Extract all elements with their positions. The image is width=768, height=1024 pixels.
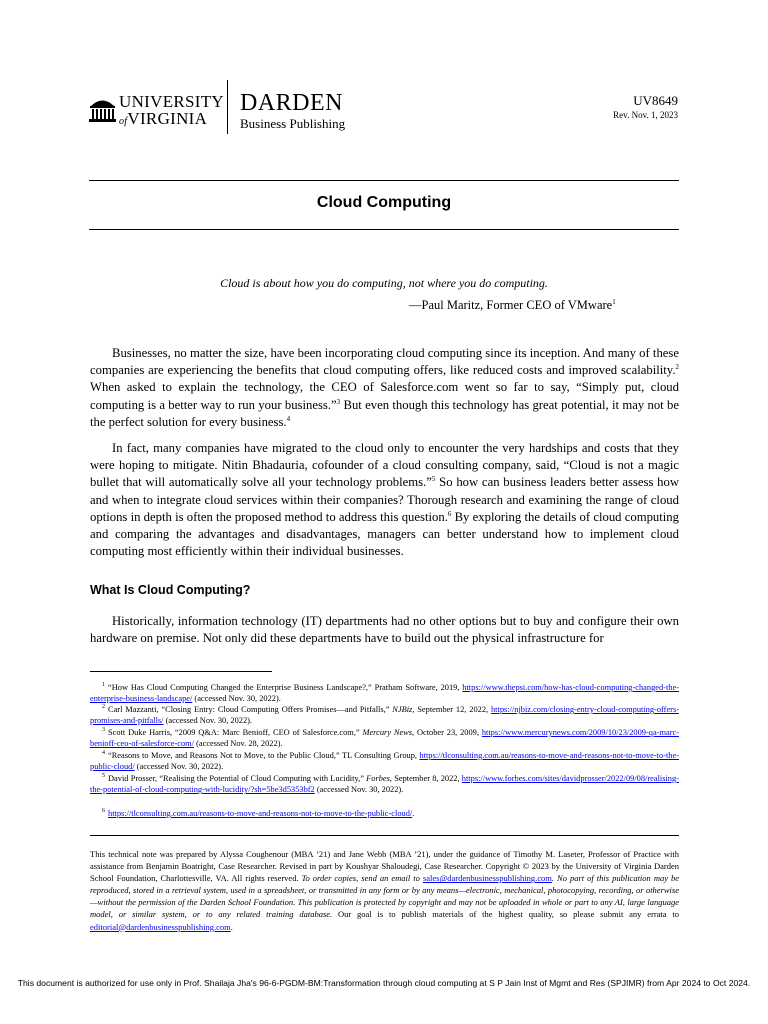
uva-line1: UNIVERSITY (119, 92, 224, 111)
darden-logo: DARDEN (240, 90, 343, 116)
header-divider (227, 80, 228, 134)
uva-wordmark (119, 93, 224, 130)
paragraph-3: Historically, information technology (IT) departments had no other options but to buy and configure their own hardware on premise. Not only did these departments have to build out the physical infrastructure for (90, 614, 679, 646)
footnote-link[interactable]: https://njbiz.com/closing-entry-cloud-computing-offers-promises-and-pitfalls/ (90, 704, 679, 726)
epigraph-quote: Cloud is about how you do computing, not where you do computing. (220, 276, 548, 290)
uva-logo (89, 92, 224, 128)
footnote-4: $^4$ “Reasons to Move, and Reasons Not to Move, to the Public Cloud,” TL Consulting Group, https://tlconsulting.com.au/reasons-to-move-and-reasons-not-to-move-to-the-public-cloud/ (accessed Nov. 30, 2022). (90, 750, 679, 772)
uva-of: of (119, 116, 128, 127)
footnote-link[interactable]: https://tlconsulting.com.au/reasons-to-move-and-reasons-not-to-move-to-the-public-cloud/ (90, 750, 679, 772)
footnote-rule (90, 671, 272, 672)
revision-date: Rev. Nov. 1, 2023 (613, 110, 678, 120)
footnote-5: $^5$ David Prosser, “Realising the Potential of Cloud Computing with Lucidity,” Forbes, September 8, 2022, https://www.forbes.com/sites/davidprosser/2022/09/08/realising-the-potential-of-cloud-computing-with-lucidity/?sh=5be3d5353bf2 (accessed Nov. 30, 2022). (90, 773, 679, 795)
footnote-3: $^3$ Scott Duke Harris, “2009 Q&A: Marc Benioff, CEO of Salesforce.com,” Mercury News, October 23, 2009, https://www.mercurynews.com/2009/10/23/2009-qa-marc-benioff-ceo-of-salesforce-com/ (accessed Nov. 28, 2022). (90, 727, 679, 749)
footnote-link[interactable]: https://www.forbes.com/sites/davidprosser/2022/09/08/realising-the-potential-of-cloud-computing-with-lucidity/?sh=5be3d5353bf2 (90, 773, 679, 795)
editorial-email-link[interactable]: editorial@dardenbusinesspublishing.com (90, 921, 231, 932)
business-publishing-label: Business Publishing (240, 116, 346, 131)
title-rule-bottom (89, 229, 679, 230)
page-title: Cloud Computing (316, 194, 452, 211)
sales-email-link[interactable]: sales@dardenbusinesspublishing.com (422, 873, 552, 884)
technical-note-rule (90, 835, 679, 836)
footnote-ref[interactable]: 3 (336, 397, 341, 406)
paragraph-2: In fact, many companies have migrated to the cloud only to encounter the very hardships and costs that they were hoping to mitigate. Nitin Bhadauria, cofounder of a cloud consulting company, said, “Cloud is not a magic bullet that will automatically solve all your technology problems.”$^5$ So how can business leaders better assess how and when to integrate cloud services within their companies? Thorough research and examining the range of cloud options in depth is often the proposed method to address this question.$^6$ By exploring the details of cloud computing and comparing the advantages and disadvantages, managers can better understand how to implement cloud computing most efficiently within their individual businesses. (90, 441, 680, 559)
paragraph-1: Businesses, no matter the size, have been incorporating cloud computing since its inception. And many of these companies are experiencing the benefits that cloud computing offers, like reduced costs and improved scalability.$^2$ When asked to explain the technology, the CEO of Salesforce.com went so far to say, “Simply put, cloud computing is a better way to run your business.”$^3$ But even though this technology has great potential, it may not be the perfect solution for every business.$^4$ (90, 346, 679, 429)
uva-line2: VIRGINIA (127, 109, 208, 128)
title-rule-top (89, 180, 679, 181)
footnote-ref[interactable]: 5 (431, 475, 436, 484)
section-heading: What Is Cloud Computing? (90, 583, 251, 597)
footnote-2: $^2$ Carl Mazzanti, “Closing Entry: Cloud Computing Offers Promises—and Pitfalls,” NJBiz, September 12, 2022, https://njbiz.com/closing-entry-cloud-computing-offers-promises-and-pitfalls/ (accessed Nov. 30, 2022). (90, 704, 679, 726)
footnote-ref[interactable]: 4 (286, 414, 291, 423)
epigraph-attribution: —Paul Maritz, Former CEO of VMware$^1$ (409, 297, 616, 312)
footnote-ref[interactable]: 1 (612, 297, 616, 306)
case-code: UV8649 (633, 93, 678, 108)
footnote-ref[interactable]: 2 (675, 362, 679, 371)
footnote-link[interactable]: https://www.thepsi.com/how-has-cloud-computing-changed-the-enterprise-business-landscape/ (90, 682, 679, 704)
footnote-ref[interactable]: 6 (447, 509, 452, 518)
footnote-1: $^1$ “How Has Cloud Computing Changed the Enterprise Business Landscape?,” Pratham Software, 2019, https://www.thepsi.com/how-has-cloud-computing-changed-the-enterprise-business-landscape/ (accessed Nov. 30, 2022). (90, 682, 679, 704)
footnote-6: $^6$ https://tlconsulting.com.au/reasons-to-move-and-reasons-not-to-move-to-the-public-cloud/. (102, 808, 415, 818)
footnote-link[interactable]: https://tlconsulting.com.au/reasons-to-move-and-reasons-not-to-move-to-the-public-cloud/ (108, 808, 413, 818)
rotunda-icon (89, 95, 116, 122)
authorization-notice: This document is authorized for use only in Prof. Shailaja Jha's 96-6-PGDM-BM:Transformation through cloud computing at S P Jain Inst of Mgmt and Res (SPJIMR) from Apr 2024 to Oct 2024. (17, 978, 751, 988)
technical-note: This technical note was prepared by Alyssa Coughenour (MBA ’21) and Jane Webb (MBA ’21), under the guidance of Timothy M. Laseter, Professor of Practice with assistance from Benjamin Boatright, Case Researcher. Revised in part by Koushyar Shaloudegi, Case Researcher. Copyright © 2023 by the University of Virginia Darden School Foundation, Charlottesville, VA. All rights reserved. To order copies, send an email to sales@dardenbusinesspublishing.com. No part of this publication may be reproduced, stored in a retrieval system, used in a spreadsheet, or transmitted in any form or by any means—electronic, mechanical, photocopying, recording, or otherwise—without the permission of the Darden School Foundation. This publication is protected by copyright and may not be uploaded in whole or part to any AI, large language model, or similar system, or to any related training database. Our goal is to publish materials of the highest quality, so please submit any errata to editorial@dardenbusinesspublishing.com. (90, 849, 680, 932)
footnote-link[interactable]: https://www.mercurynews.com/2009/10/23/2009-qa-marc-benioff-ceo-of-salesforce-com/ (90, 727, 679, 749)
